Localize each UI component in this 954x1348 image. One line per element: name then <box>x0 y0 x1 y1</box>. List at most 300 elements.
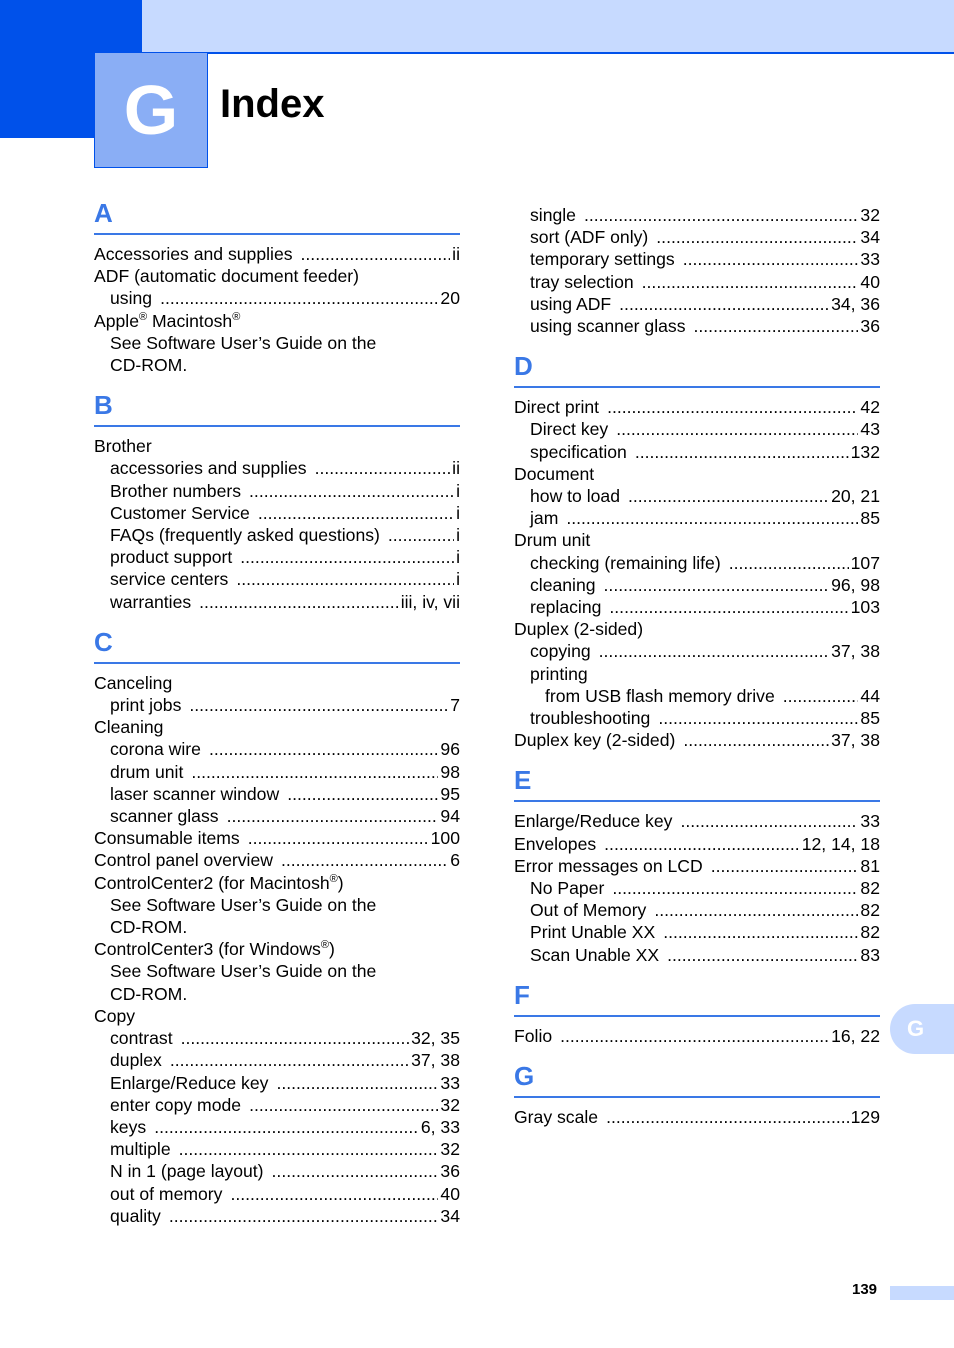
entry-term-text: from USB flash memory drive <box>545 685 775 706</box>
index-entry <box>514 315 880 337</box>
entry-pages: 40 <box>440 1183 460 1204</box>
dot-leader <box>258 502 454 524</box>
index-entry <box>94 502 460 524</box>
index-entry <box>514 640 880 662</box>
entry-term-text: sort (ADF only) <box>530 227 649 248</box>
index-entry <box>514 204 880 226</box>
index-entry <box>94 243 460 265</box>
dot-leader <box>240 546 454 568</box>
entry-pages: 96, 98 <box>831 574 880 595</box>
entry-term <box>94 1005 135 1027</box>
entry-term-text: service centers <box>110 569 229 590</box>
entry-term <box>110 524 380 546</box>
index-entry <box>514 529 880 551</box>
entry-term <box>94 716 163 738</box>
index-entry <box>514 271 880 293</box>
section-letter-heading: G <box>514 1061 880 1098</box>
entry-term-text: specification <box>530 441 627 462</box>
index-column-left <box>94 198 460 1241</box>
index-section <box>94 627 460 1227</box>
chapter-letter-box: G <box>94 52 208 168</box>
entry-term-text: Macintosh <box>147 310 233 331</box>
entry-term <box>530 899 646 921</box>
entry-pages: iii, iv, vii <box>400 591 460 612</box>
dot-leader <box>628 485 829 507</box>
entry-term <box>110 332 376 354</box>
entry-term <box>110 694 181 716</box>
entry-term-text: out of memory <box>110 1183 223 1204</box>
dot-leader <box>287 783 438 805</box>
entry-term-text: warranties <box>110 591 192 612</box>
entry-term <box>110 761 183 783</box>
index-entry <box>94 960 460 982</box>
entry-term <box>94 827 240 849</box>
index-entry <box>514 574 880 596</box>
dot-leader <box>560 1025 829 1047</box>
entry-pages: 37, 38 <box>411 1050 460 1071</box>
entry-term-text: See Software User’s Guide on the <box>110 961 377 982</box>
entry-term-text: CD-ROM. <box>110 983 188 1004</box>
entry-pages: 132 <box>850 441 880 462</box>
entry-term <box>514 529 590 551</box>
entry-term <box>530 507 558 529</box>
index-entry <box>514 248 880 270</box>
entry-term <box>514 1025 552 1047</box>
dot-leader <box>169 1205 439 1227</box>
entry-term <box>110 568 228 590</box>
entry-pages: 98 <box>440 761 460 782</box>
section-letter-heading: B <box>94 390 460 427</box>
index-section <box>94 198 460 376</box>
entry-pages: 37, 38 <box>831 730 880 751</box>
index-entry <box>94 480 460 502</box>
index-entry <box>94 916 460 938</box>
entry-term <box>94 849 273 871</box>
entry-term <box>530 315 686 337</box>
index-entry <box>514 552 880 574</box>
entry-term <box>530 574 596 596</box>
entry-pages: 7 <box>450 695 460 716</box>
index-entry <box>94 1005 460 1027</box>
dot-leader <box>154 1116 419 1138</box>
dot-leader <box>301 243 451 265</box>
entry-term <box>530 596 601 618</box>
entry-pages: ii <box>452 244 460 264</box>
dot-leader <box>249 480 454 502</box>
page-number: 139 <box>852 1281 878 1298</box>
entry-pages: 33 <box>440 1072 460 1093</box>
entry-term <box>514 1106 598 1128</box>
entry-term <box>110 1205 161 1227</box>
entry-term <box>530 248 675 270</box>
entry-pages: 44 <box>860 685 880 706</box>
dot-leader <box>729 552 849 574</box>
dot-leader <box>181 1027 409 1049</box>
entry-pages: i <box>456 547 460 568</box>
entry-term-text: Accessories and supplies <box>94 244 293 264</box>
index-entry <box>514 833 880 855</box>
index-entry <box>514 855 880 877</box>
dot-leader <box>281 849 448 871</box>
entry-term <box>530 640 591 662</box>
index-entry <box>94 894 460 916</box>
entry-term-text: tray selection <box>530 271 634 292</box>
index-section <box>514 980 880 1047</box>
entry-term-text: Envelopes <box>514 833 597 854</box>
dot-leader <box>616 418 858 440</box>
dot-leader <box>619 293 829 315</box>
entry-term <box>530 877 604 899</box>
entry-pages: 32 <box>440 1139 460 1160</box>
entry-term-text: Consumable items <box>94 828 240 849</box>
entry-pages: 85 <box>860 508 880 529</box>
index-column-right <box>514 204 880 1142</box>
index-entry <box>94 1116 460 1138</box>
entry-term <box>110 916 187 938</box>
dot-leader <box>315 457 451 479</box>
entry-term-text: Scan Unable XX <box>530 944 660 965</box>
dot-leader <box>711 855 859 877</box>
index-entry <box>514 396 880 418</box>
index-entry <box>94 1205 460 1227</box>
index-entry <box>94 783 460 805</box>
entry-term-text: scanner glass <box>110 806 219 827</box>
entry-term <box>110 480 241 502</box>
registered-mark: ® <box>139 310 148 323</box>
dot-leader <box>189 694 448 716</box>
entry-term-text: product support <box>110 547 233 568</box>
entry-pages: 95 <box>440 783 460 804</box>
index-entry <box>94 761 460 783</box>
entry-term-text: replacing <box>530 597 602 618</box>
entry-pages: 82 <box>860 922 880 943</box>
section-letter-heading: A <box>94 198 460 235</box>
dot-leader <box>783 685 859 707</box>
index-entry <box>94 827 460 849</box>
entry-term <box>110 894 376 916</box>
dot-leader <box>170 1049 409 1071</box>
entry-pages: 12, 14, 18 <box>801 833 880 854</box>
header-band <box>142 0 954 54</box>
dot-leader <box>599 640 829 662</box>
entry-term <box>94 265 359 287</box>
dot-leader <box>694 315 859 337</box>
entry-pages: 6, 33 <box>420 1116 460 1137</box>
entry-term-text: Document <box>514 463 595 484</box>
index-entry <box>94 805 460 827</box>
entry-pages: i <box>456 480 460 501</box>
index-entry <box>94 354 460 376</box>
dot-leader <box>272 1160 439 1182</box>
entry-term <box>110 546 232 568</box>
section-letter-heading: F <box>514 980 880 1017</box>
entry-term <box>514 729 675 751</box>
entry-pages: i <box>456 525 460 546</box>
entry-term-text: Enlarge/Reduce key <box>514 811 673 832</box>
dot-leader <box>683 729 829 751</box>
entry-pages: 33 <box>860 811 880 832</box>
entry-term-text: Control panel overview <box>94 850 273 871</box>
entry-term-text: temporary settings <box>530 249 675 270</box>
index-entry <box>94 457 460 479</box>
entry-term <box>530 293 611 315</box>
index-entry <box>94 872 460 894</box>
entry-term-text: using <box>110 288 153 309</box>
entry-term-text: troubleshooting <box>530 708 651 729</box>
entry-term <box>94 310 240 332</box>
index-entry <box>514 618 880 640</box>
registered-mark: ® <box>329 872 338 885</box>
dot-leader <box>160 287 438 309</box>
dot-leader <box>227 805 439 827</box>
index-entry <box>514 944 880 966</box>
dot-leader <box>683 248 859 270</box>
index-entry <box>94 983 460 1005</box>
index-entry <box>94 1027 460 1049</box>
entry-pages: 37, 38 <box>831 641 880 662</box>
entry-term-text: Drum unit <box>514 530 591 551</box>
entry-term <box>514 396 599 418</box>
entry-term <box>110 287 152 309</box>
dot-leader <box>191 761 438 783</box>
entry-term <box>110 354 187 376</box>
entry-term-text: single <box>530 205 576 225</box>
entry-term <box>110 805 219 827</box>
index-entry <box>94 568 460 590</box>
entry-pages: i <box>456 569 460 590</box>
index-entry <box>514 921 880 943</box>
index-entry <box>94 1049 460 1071</box>
entry-term <box>94 872 344 894</box>
entry-term <box>514 463 594 485</box>
dot-leader <box>230 1183 438 1205</box>
index-entry <box>94 1183 460 1205</box>
entry-term <box>94 243 293 265</box>
entry-pages: 94 <box>440 806 460 827</box>
entry-term <box>530 485 620 507</box>
dot-leader <box>609 596 848 618</box>
index-entry <box>514 507 880 529</box>
entry-term <box>94 672 172 694</box>
entry-term-text: print jobs <box>110 695 182 716</box>
index-entry <box>94 849 460 871</box>
index-entry <box>514 1025 880 1047</box>
dot-leader <box>606 1106 849 1128</box>
entry-pages: 82 <box>860 900 880 921</box>
entry-term <box>514 810 672 832</box>
index-entry <box>514 485 880 507</box>
index-entry <box>514 596 880 618</box>
entry-term <box>530 441 627 463</box>
entry-term-text: See Software User’s Guide on the <box>110 894 377 915</box>
entry-term <box>110 1094 241 1116</box>
entry-term <box>530 418 608 440</box>
entry-pages: 20 <box>440 288 460 309</box>
entry-term-text: Print Unable XX <box>530 922 656 943</box>
entry-term <box>110 502 250 524</box>
entry-term <box>110 1138 171 1160</box>
entry-pages: 20, 21 <box>831 486 880 507</box>
entry-term-text: Duplex (2-sided) <box>514 619 644 640</box>
dot-leader <box>658 707 858 729</box>
entry-term-text: ) <box>337 872 344 893</box>
entry-term-text: drum unit <box>110 761 184 782</box>
index-section <box>514 204 880 337</box>
dot-leader <box>654 899 858 921</box>
entry-term-text: cleaning <box>530 574 596 595</box>
index-entry <box>94 310 460 332</box>
dot-leader <box>248 827 429 849</box>
dot-leader <box>663 921 858 943</box>
entry-term-text: ControlCenter3 (for Windows <box>94 939 321 960</box>
entry-pages: 103 <box>850 597 880 618</box>
entry-term <box>110 1049 162 1071</box>
page-number-bar <box>890 1286 954 1300</box>
entry-term-text: Brother <box>94 436 152 457</box>
entry-term <box>514 618 643 640</box>
index-entry <box>94 435 460 457</box>
entry-term <box>110 960 376 982</box>
entry-term <box>110 1183 222 1205</box>
entry-term <box>530 921 655 943</box>
index-entry <box>514 685 880 707</box>
entry-term-text: Customer Service <box>110 502 250 523</box>
entry-term <box>110 1116 146 1138</box>
entry-term-text: ControlCenter2 (for Macintosh <box>94 872 330 893</box>
entry-term <box>110 983 187 1005</box>
index-entry <box>94 546 460 568</box>
index-entry <box>94 694 460 716</box>
section-letter-heading: D <box>514 351 880 388</box>
entry-term-text: checking (remaining life) <box>530 552 721 573</box>
index-entry <box>514 418 880 440</box>
entry-term <box>110 783 279 805</box>
index-entry <box>94 332 460 354</box>
entry-pages: 36 <box>440 1161 460 1182</box>
entry-pages: 32, 35 <box>411 1028 460 1049</box>
entry-term-text: keys <box>110 1116 147 1137</box>
entry-term-text: using ADF <box>530 293 612 314</box>
dot-leader <box>179 1138 439 1160</box>
section-letter-heading: C <box>94 627 460 664</box>
index-entry <box>514 899 880 921</box>
dot-leader <box>209 738 438 760</box>
index-entry <box>514 877 880 899</box>
entry-term-text: Copy <box>94 1005 136 1026</box>
index-entry <box>514 663 880 685</box>
entry-pages: 85 <box>860 708 880 729</box>
dot-leader <box>607 396 858 418</box>
entry-pages: 32 <box>440 1094 460 1115</box>
index-entry <box>94 938 460 960</box>
entry-term-text: No Paper <box>530 878 605 899</box>
entry-pages: 43 <box>860 419 880 440</box>
dot-leader <box>680 810 858 832</box>
entry-pages: 36 <box>860 316 880 337</box>
entry-term-text: corona wire <box>110 739 201 760</box>
entry-term-text: jam <box>530 508 559 529</box>
index-entry <box>514 707 880 729</box>
entry-term <box>110 591 191 613</box>
entry-pages: 129 <box>850 1107 880 1128</box>
index-entry <box>94 738 460 760</box>
entry-term-text: Folio <box>514 1025 553 1046</box>
entry-pages: 33 <box>860 249 880 270</box>
entry-term-text: Gray scale <box>514 1107 599 1128</box>
entry-term-text: quality <box>110 1205 161 1226</box>
index-entry <box>94 265 460 287</box>
dot-leader <box>656 226 858 248</box>
section-letter-heading: E <box>514 765 880 802</box>
index-entry <box>514 293 880 315</box>
entry-term-text: FAQs (frequently asked questions) <box>110 525 380 546</box>
entry-pages: ii <box>452 458 460 479</box>
entry-term <box>530 663 588 685</box>
registered-mark: ® <box>320 939 329 952</box>
entry-pages: 83 <box>860 944 880 965</box>
entry-term-text: See Software User’s Guide on the <box>110 332 377 353</box>
index-entry <box>94 716 460 738</box>
index-section <box>514 351 880 751</box>
entry-term <box>94 435 152 457</box>
index-entry <box>94 591 460 613</box>
dot-leader <box>566 507 858 529</box>
dot-leader <box>667 944 858 966</box>
entry-term-text: Cleaning <box>94 717 164 738</box>
entry-pages: 34 <box>860 227 880 248</box>
entry-term <box>110 1160 264 1182</box>
entry-term <box>514 833 596 855</box>
entry-term-text: duplex <box>110 1050 162 1071</box>
entry-term <box>110 1027 173 1049</box>
dot-leader <box>388 524 454 546</box>
entry-term-text: copying <box>530 641 591 662</box>
index-entry <box>514 441 880 463</box>
index-entry <box>514 729 880 751</box>
entry-pages: 82 <box>860 878 880 899</box>
chapter-side-tab[interactable]: G <box>890 1004 954 1054</box>
entry-pages: 96 <box>440 739 460 760</box>
entry-term-text: Apple <box>94 310 139 331</box>
entry-term-text: Duplex key (2-sided) <box>514 730 676 751</box>
entry-term-text: ) <box>328 939 335 960</box>
entry-term-text: N in 1 (page layout) <box>110 1161 264 1182</box>
entry-term-text: using scanner glass <box>530 316 686 337</box>
entry-pages: 16, 22 <box>831 1025 880 1046</box>
entry-pages: 32 <box>860 205 880 225</box>
entry-term-text: ADF (automatic document feeder) <box>94 266 359 287</box>
entry-term <box>94 938 335 960</box>
entry-pages: 34, 36 <box>831 293 880 314</box>
entry-term-text: enter copy mode <box>110 1094 242 1115</box>
registered-mark: ® <box>232 310 241 323</box>
index-entry <box>94 524 460 546</box>
index-entry <box>94 1160 460 1182</box>
entry-pages: i <box>456 502 460 523</box>
page-title: Index <box>220 82 325 126</box>
dot-leader <box>642 271 859 293</box>
dot-leader <box>635 441 849 463</box>
entry-term-text: multiple <box>110 1139 171 1160</box>
entry-term <box>530 707 650 729</box>
entry-pages: 100 <box>430 828 460 849</box>
entry-term-text: CD-ROM. <box>110 917 188 938</box>
entry-term-text: Error messages on LCD <box>514 855 703 876</box>
entry-term <box>530 226 648 248</box>
entry-term <box>530 552 721 574</box>
index-entry <box>514 810 880 832</box>
entry-term-text: how to load <box>530 486 620 507</box>
